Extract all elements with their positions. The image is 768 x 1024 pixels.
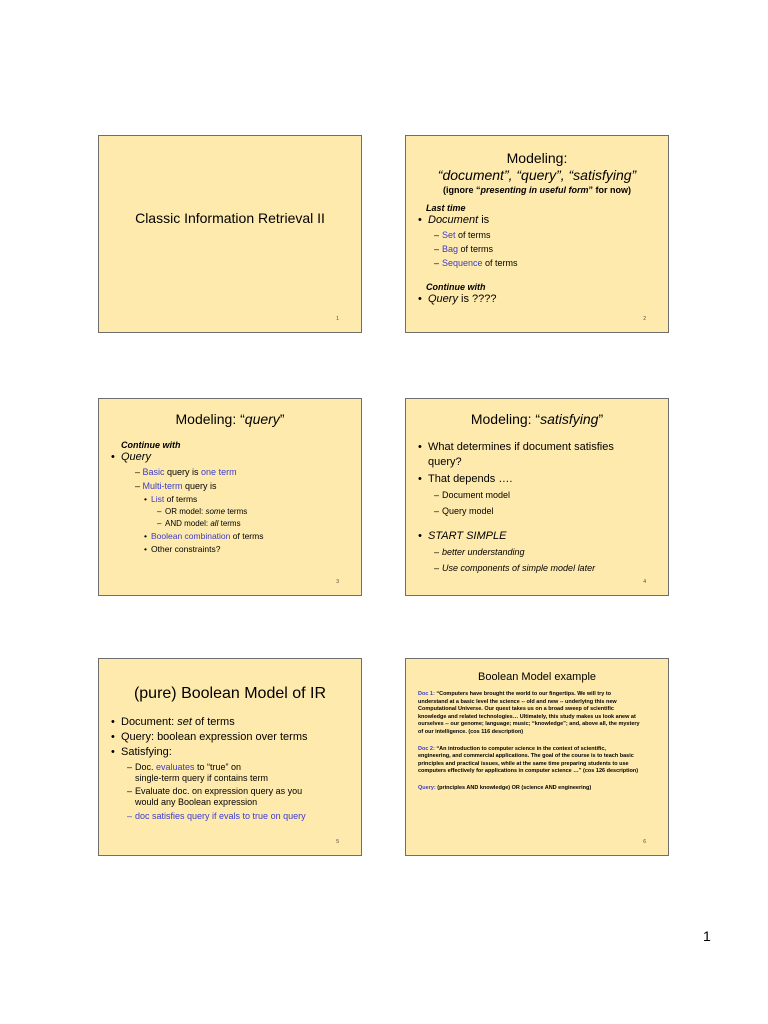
use-components-item: – Use components of simple model later (406, 560, 668, 576)
slide-2-title: Modeling: “document”, “query”, “satisfying” (437, 150, 637, 183)
document-bullet: • Document is (406, 213, 668, 228)
doc-satisfies-item: – doc satisfies query if evals to true on query (99, 810, 361, 822)
document-model-item: – Document model (406, 487, 668, 503)
document-bullet: • Document: set of terms (99, 715, 361, 730)
slide-5 (98, 658, 362, 856)
slide-3-title: Modeling: “query” (175, 411, 285, 427)
satisfying-bullet: • Satisfying: (99, 745, 361, 760)
last-time-label: Last time (426, 203, 466, 213)
list-item: • List of terms (99, 493, 361, 506)
slide-2-note: (ignore “presenting in useful form” for now) (442, 185, 631, 195)
slide-4-title: Modeling: “satisfying” (470, 411, 604, 427)
start-simple-bullet: • START SIMPLE (406, 529, 668, 544)
or-model-item: – OR model: some terms (99, 506, 361, 518)
evaluates-item: – Doc. evaluates to “true” on single-term query if contains term (99, 762, 361, 784)
page-number: 1 (703, 928, 711, 944)
continue-with-label: Continue with (426, 282, 486, 292)
slide-number: 2 (643, 316, 646, 322)
set-item: – Set of terms (406, 228, 668, 242)
query-bullet: • Query is ???? (406, 292, 668, 307)
slide-5-title: (pure) Boolean Model of IR (133, 685, 327, 702)
continue-with-label: Continue with (121, 440, 181, 450)
slide-2 (405, 135, 669, 333)
other-constraints-item: • Other constraints? (99, 543, 361, 556)
boolean-combination-item: • Boolean combination of terms (99, 530, 361, 543)
depends-bullet: • That depends …. (406, 472, 668, 487)
basic-query-item: – Basic query is one term (135, 467, 237, 477)
doc1-paragraph: Doc 1: “Computers have brought the world to our fingertips. We will try to understand at a basic level the science -- old and new -- underlying this new Computational Universe. Our quest takes us on a broad sweep of scientific knowledge and related technologies… Ultimately, this study makes us look anew at ourselves -- our genome; language; music; “knowledge”; and, above all, the mystery of our intelligence. (cos 116 description) (418, 691, 640, 735)
query-line: Query: (principles AND knowledge) OR (science AND engineering) (418, 784, 592, 791)
slide-number: 6 (643, 839, 646, 845)
bag-item: – Bag of terms (406, 242, 668, 256)
doc2-paragraph: Doc 2: “An introduction to computer science in the context of scientific, engineering, and commercial applications. The goal of the course is to teach basic principles and practical issues, while at the same time preparing students to use computers effectively for applications in computer science …” (cos 126 description) (418, 745, 639, 775)
slide-1-title: Classic Information Retrieval II (135, 210, 325, 226)
evaluate-expression-item: – Evaluate doc. on expression query as you would any Boolean expression (99, 786, 361, 808)
query-model-item: – Query model (406, 503, 668, 519)
slide-6 (405, 658, 669, 856)
slide-number: 1 (336, 316, 339, 322)
slide-number: 3 (336, 579, 339, 585)
slide-3 (98, 398, 362, 596)
query-bullet: • Query (99, 450, 361, 465)
multi-term-item: – Multi-term query is (135, 481, 217, 491)
sequence-item: – Sequence of terms (406, 256, 668, 270)
slide-number: 5 (336, 839, 339, 845)
slide-number: 4 (643, 579, 646, 585)
slide-1 (98, 135, 362, 333)
and-model-item: – AND model: all terms (99, 518, 361, 530)
query-bullet: • Query: boolean expression over terms (99, 730, 361, 745)
slide-4 (405, 398, 669, 596)
slide-6-title: Boolean Model example (477, 671, 597, 683)
determines-bullet: • What determines if document satisfies query? (406, 440, 668, 470)
better-understanding-item: – better understanding (406, 544, 668, 560)
